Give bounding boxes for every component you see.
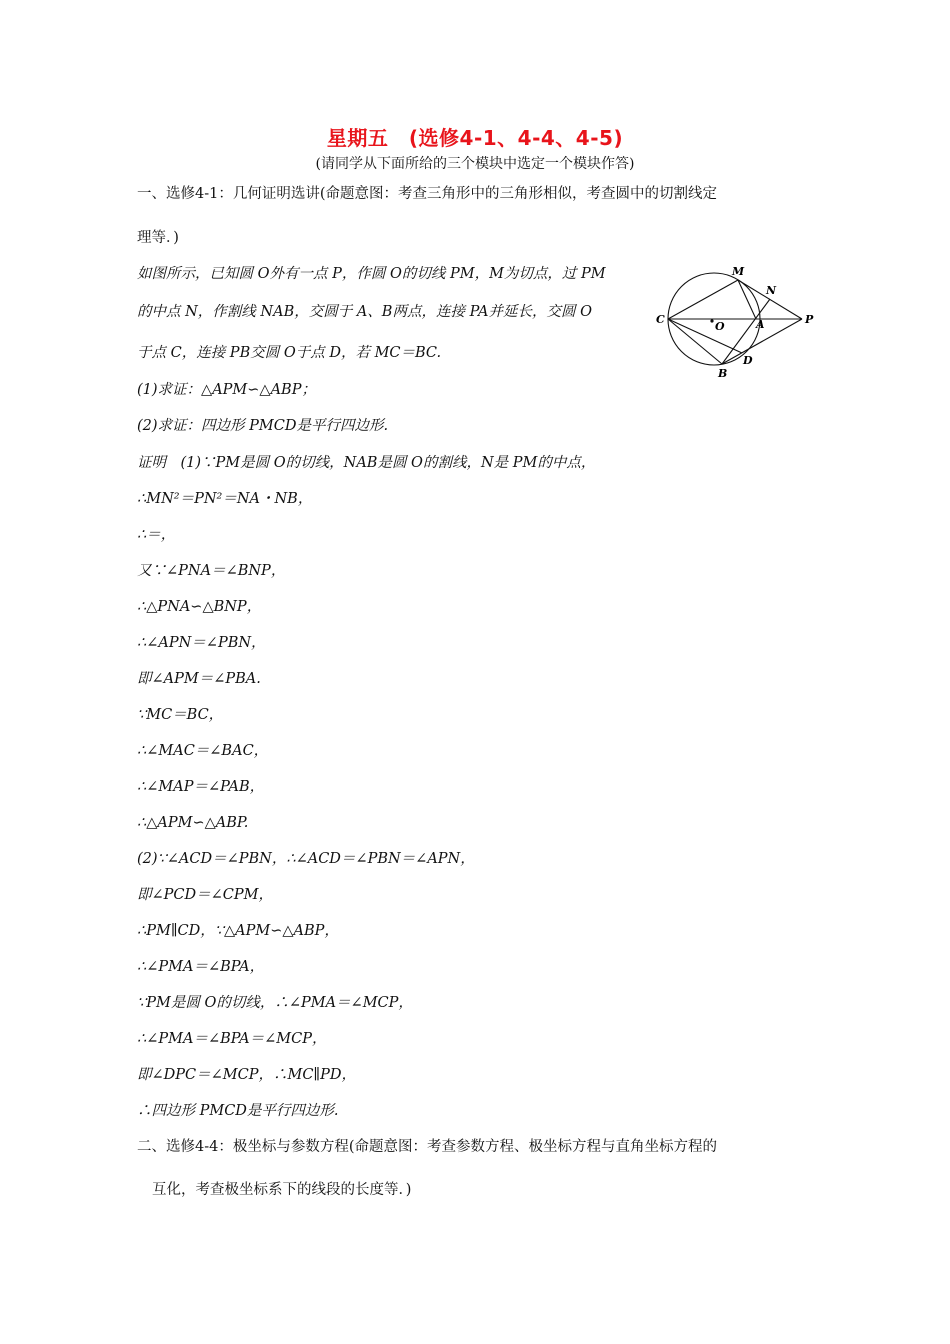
label-d: D xyxy=(743,354,753,367)
label-b: B xyxy=(718,367,728,380)
problem-line-2: 的中点 N，作割线 NAB，交圆于 A、B两点，连接 PA并延长，交圆 O xyxy=(137,304,592,320)
proof-line: 又∵∠PNA＝∠BNP， xyxy=(137,563,286,579)
proof-line: ∵MC＝BC， xyxy=(137,707,224,723)
proof-line: ∴∠PMA＝∠BPA＝∠MCP， xyxy=(137,1031,327,1047)
label-n: N xyxy=(766,284,777,297)
proof-line: 即∠PCD＝∠CPM， xyxy=(137,887,273,903)
section2-heading-cont: 互化，考查极坐标系下的线段的长度等．) xyxy=(152,1182,412,1198)
question-2: (2)求证：四边形 PMCD是平行四边形. xyxy=(137,418,389,434)
proof-line: 即∠APM＝∠PBA. xyxy=(137,671,261,687)
proof-line: ∴△APM∽△ABP. xyxy=(137,815,249,831)
question-1: (1)求证：△APM∽△ABP； xyxy=(137,382,316,398)
proof-line: ∴∠PMA＝∠BPA， xyxy=(137,959,265,975)
label-c: C xyxy=(656,313,665,326)
proof-line: ∴MN²＝PN²＝NA・NB， xyxy=(137,491,313,507)
label-o: O xyxy=(715,320,725,333)
problem-line-1: 如图所示，已知圆 O外有一点 P，作圆 O的切线 PM，M为切点，过 PM xyxy=(137,266,606,282)
geometry-figure xyxy=(652,262,822,382)
proof-line: ∴∠MAC＝∠BAC， xyxy=(137,743,269,759)
label-p: P xyxy=(805,313,814,326)
proof-line: ∵PM是圆 O的切线，∴∠PMA＝∠MCP， xyxy=(137,995,413,1011)
problem-line-3: 于点 C，连接 PB交圆 O于点 D，若 MC＝BC. xyxy=(137,345,442,361)
center-o-dot xyxy=(710,319,713,322)
proof-line: ∴∠APN＝∠PBN， xyxy=(137,635,266,651)
proof-line: ∴PM∥CD，∵△APM∽△ABP， xyxy=(137,923,339,939)
section1-heading-cont: 理等．) xyxy=(137,230,179,246)
proof-line: (2)∵∠ACD＝∠PBN，∴∠ACD＝∠PBN＝∠APN， xyxy=(137,851,475,867)
proof-line: ∴＝， xyxy=(137,527,176,543)
section1-heading: 一、选修4-1：几何证明选讲(命题意图：考查三角形中的三角形相似，考查圆中的切割线定 xyxy=(137,186,718,202)
proof-line: ∴∠MAP＝∠PAB， xyxy=(137,779,265,795)
proof-line: ∴四边形 PMCD是平行四边形. xyxy=(137,1103,339,1119)
segment-mc xyxy=(668,280,738,319)
page-subtitle: (请同学从下面所给的三个模块中选定一个模块作答) xyxy=(315,156,635,172)
proof-line: 证明 (1)∵PM是圆 O的切线，NAB是圆 O的割线，N是 PM的中点， xyxy=(137,455,596,471)
label-m: M xyxy=(732,265,745,278)
segment-cd xyxy=(668,319,742,353)
proof-line: 即∠DPC＝∠MCP，∴MC∥PD， xyxy=(137,1067,356,1083)
segment-bc xyxy=(668,319,722,364)
label-a: A xyxy=(756,318,765,331)
proof-line: ∴△PNA∽△BNP， xyxy=(137,599,262,615)
section2-heading: 二、选修4-4：极坐标与参数方程(命题意图：考查参数方程、极坐标方程与直角坐标方程的 xyxy=(137,1139,718,1155)
page-title: 星期五 (选修4-1、4-4、4-5) xyxy=(326,126,624,150)
